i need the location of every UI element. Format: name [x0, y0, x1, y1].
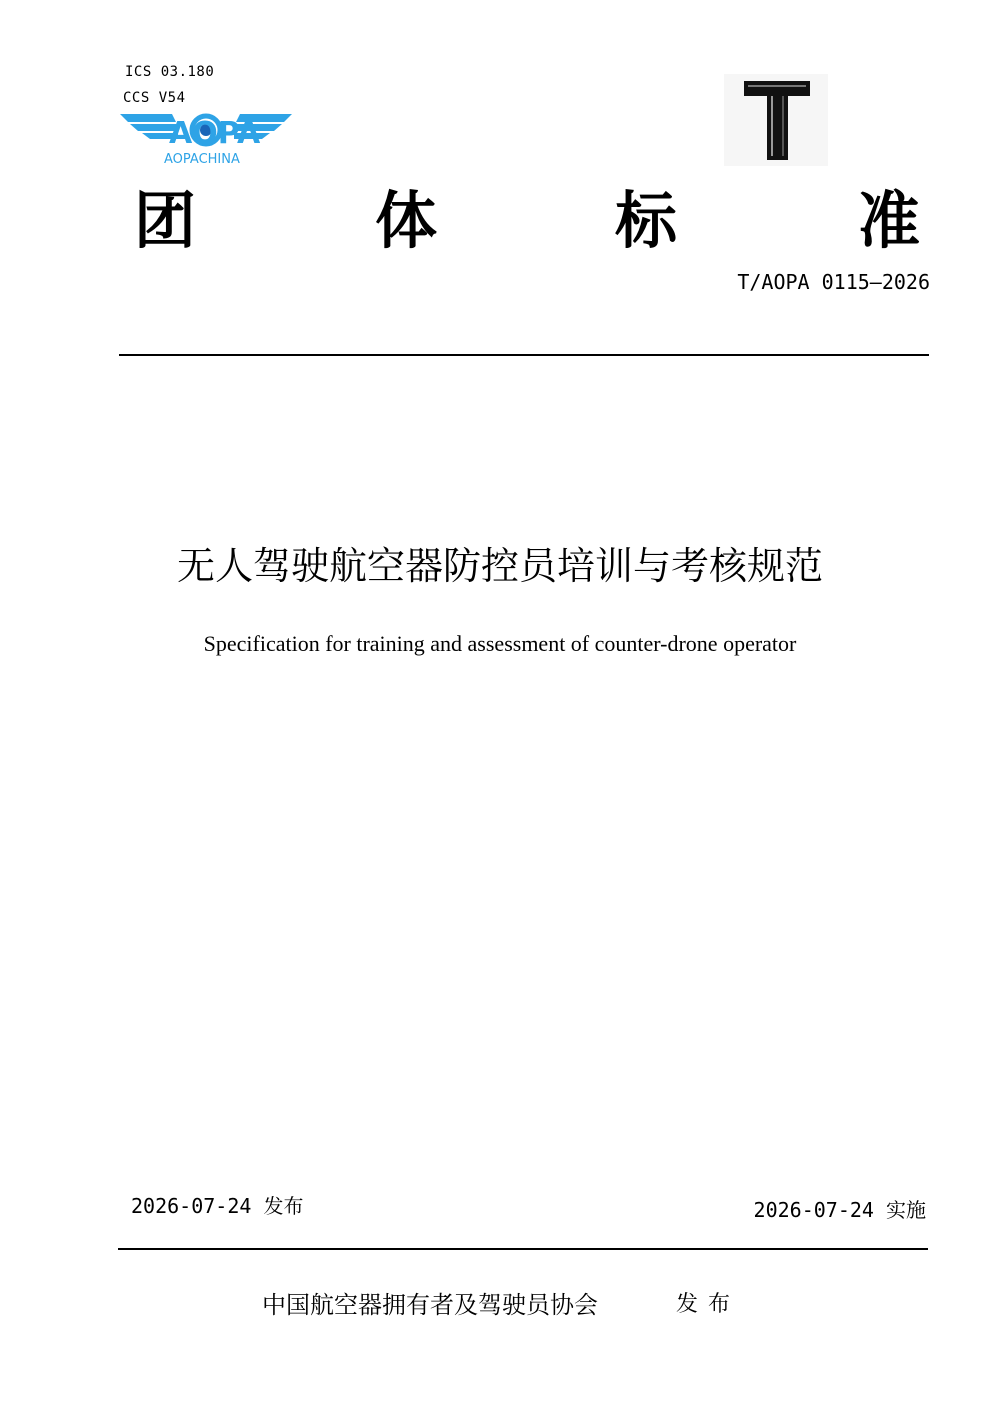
category-char-4: 准 [858, 184, 921, 257]
bottom-divider [118, 1248, 928, 1250]
ics-code: ICS 03.180 [125, 64, 215, 80]
publisher-name: 中国航空器拥有者及驾驶员协会 [262, 1291, 598, 1319]
category-char-1: 团 [134, 184, 197, 257]
standard-type-mark [724, 74, 828, 166]
standard-number: T/AOPA 0115—2026 [737, 270, 930, 294]
top-divider [119, 354, 929, 356]
aopa-wings-logo-icon [120, 108, 292, 166]
aopa-logo [120, 108, 292, 166]
category-char-3: 标 [615, 184, 678, 257]
standard-mark-letter: T [724, 74, 725, 75]
logo-main-text: AOPA [169, 116, 261, 151]
document-title-english: Specification for training and assessment of counter-drone operator [203, 631, 797, 656]
ccs-code: CCS V54 [123, 90, 186, 106]
implement-date: 2026-07-24 实施 [753, 1198, 926, 1222]
category-char-2: 体 [375, 184, 438, 257]
publish-date: 2026-07-24 发布 [131, 1194, 304, 1218]
publish-label: 发布 [676, 1292, 741, 1317]
document-title-chinese: 无人驾驶航空器防控员培训与考核规范 [176, 544, 823, 588]
logo-sub-text: AOPACHINA [164, 152, 240, 166]
